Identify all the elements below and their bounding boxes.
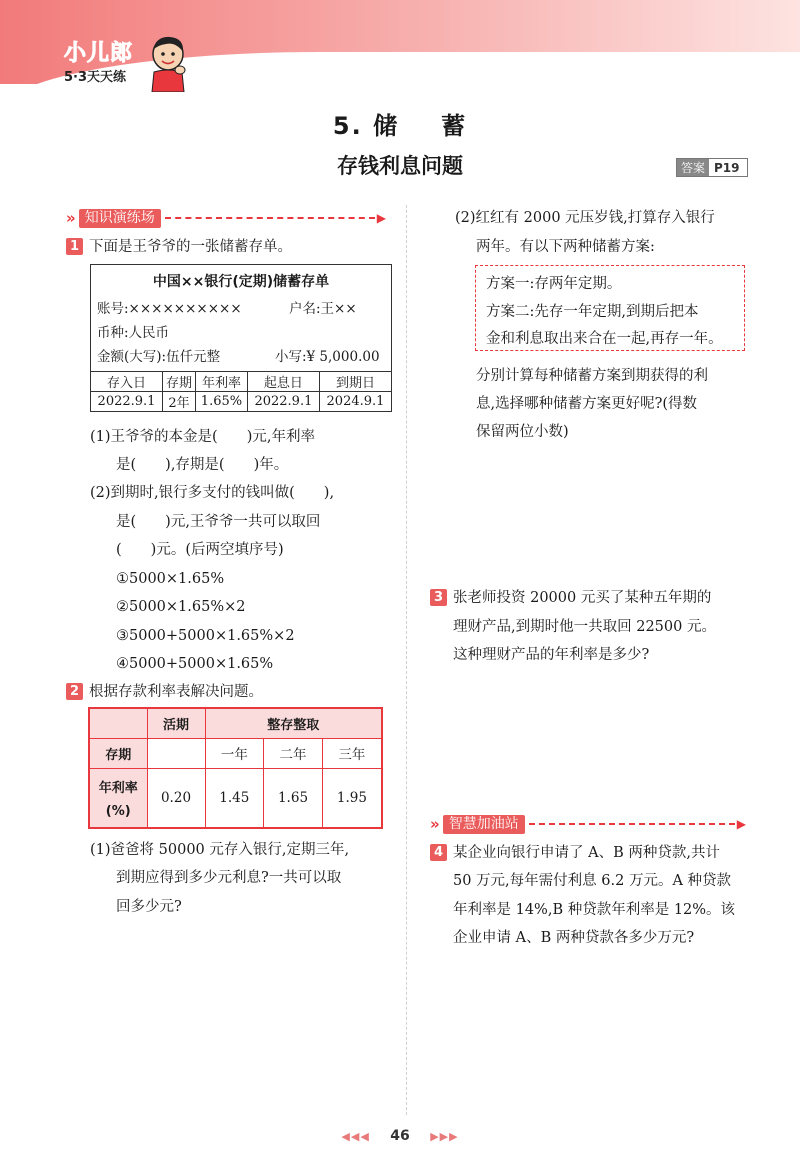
- q1-line: (2)到期时,银行多支付的钱叫做( ),: [90, 485, 335, 501]
- q2-p1-line: (1)爸爸将 50000 元存入银行,定期三年,: [90, 842, 350, 858]
- rate-value: 1.95: [322, 768, 382, 828]
- brand-sub: 5·3天天练: [64, 70, 127, 85]
- question-3-line: 理财产品,到期时他一共取回 22500 元。: [453, 619, 716, 635]
- q1-line: ( )元。(后两空填序号): [116, 542, 284, 558]
- arrow-right-icon: ▶: [376, 211, 386, 225]
- question-number: 2: [66, 683, 83, 700]
- rate-cell-empty: [89, 708, 147, 738]
- dashed-line: [165, 217, 375, 219]
- question-2-stem: 2 根据存款利率表解决问题。: [66, 682, 263, 702]
- brand-name: 小儿郎: [64, 41, 134, 66]
- brand-logo: [64, 36, 194, 96]
- slip-header-cell: 到期日: [319, 372, 391, 392]
- slip-account: 账号:××××××××××: [97, 301, 242, 317]
- plan-line: 方案二:先存一年定期,到期后把本: [486, 304, 699, 320]
- slip-amount-upper: 金额(大写):伍仟元整: [97, 349, 221, 365]
- slip-cell: 2024.9.1: [319, 392, 391, 412]
- q1-line: 是( )元,王爷爷一共可以取回: [116, 514, 321, 530]
- slip-header-cell: 年利率: [196, 372, 248, 392]
- rate-value: 0.20: [147, 768, 205, 828]
- q2-p2-after: 分别计算每种储蓄方案到期获得的利: [476, 368, 708, 384]
- section-header-practice: [66, 208, 386, 228]
- slip-header-cell: 起息日: [247, 372, 319, 392]
- savings-plan-box: [475, 265, 745, 351]
- deposit-slip: [90, 264, 392, 412]
- q2-p2-line: 两年。有以下两种储蓄方案:: [476, 239, 655, 255]
- page-number: 46: [390, 1128, 410, 1144]
- arrow-right-icon: ▶: [736, 817, 746, 831]
- slip-currency: 币种:人民币: [97, 325, 170, 341]
- rate-value: 1.65: [264, 768, 323, 828]
- page-subtitle: 存钱利息问题: [337, 154, 463, 178]
- mascot-icon: [146, 34, 190, 92]
- section-header-boost: [430, 814, 746, 834]
- q1-line: (1)王爷爷的本金是( )元,年利率: [90, 429, 315, 445]
- question-4-line: 年利率是 14%,B 种贷款年利率是 12%。该: [453, 902, 736, 918]
- rate-header-huoqi: 活期: [147, 708, 205, 738]
- question-number: 3: [430, 589, 447, 606]
- slip-cell: 2022.9.1: [91, 392, 162, 412]
- q2-p1-line: 到期应得到多少元利息?一共可以取: [116, 870, 342, 886]
- interest-rate-table: [88, 707, 383, 829]
- q1-option: ③5000+5000×1.65%×2: [116, 628, 295, 644]
- q1-option: ④5000+5000×1.65%: [116, 656, 274, 672]
- rate-value: 1.45: [205, 768, 264, 828]
- double-chevron-icon: »: [66, 209, 76, 227]
- rate-term: 二年: [264, 738, 323, 768]
- section-label: 智慧加油站: [443, 815, 525, 834]
- rate-term: 三年: [322, 738, 382, 768]
- q1-option: ②5000×1.65%×2: [116, 599, 246, 615]
- slip-table: [91, 371, 391, 412]
- question-4-line: 4 某企业向银行申请了 A、B 两种贷款,共计: [430, 843, 720, 863]
- q2-p2-after: 保留两位小数): [476, 424, 569, 440]
- q1-line: 是( ),存期是( )年。: [116, 457, 289, 473]
- plan-line: 金和利息取出来合在一起,再存一年。: [486, 331, 723, 347]
- rate-header-zhengcun: 整存整取: [205, 708, 382, 738]
- question-number: 1: [66, 238, 83, 255]
- plan-line: 方案一:存两年定期。: [486, 276, 622, 292]
- dashed-line: [529, 823, 735, 825]
- rate-term: 一年: [205, 738, 264, 768]
- question-4-line: 50 万元,每年需付利息 6.2 万元。A 种贷款: [453, 873, 732, 889]
- slip-cell: 1.65%: [196, 392, 248, 412]
- triangle-right-icon: ▶▶▶: [430, 1130, 459, 1143]
- page-title: 5. 储 蓄: [332, 112, 468, 140]
- question-4-line: 企业申请 A、B 两种贷款各多少万元?: [453, 930, 695, 946]
- slip-title: 中国××银行(定期)储蓄存单: [152, 274, 330, 290]
- double-chevron-icon: »: [430, 815, 440, 833]
- question-3-line: 这种理财产品的年利率是多少?: [453, 647, 650, 663]
- question-3-line: 3 张老师投资 20000 元买了某种五年期的: [430, 588, 711, 608]
- rate-cell-empty: [147, 738, 205, 768]
- q2-p2-after: 息,选择哪种储蓄方案更好呢?(得数: [476, 396, 698, 412]
- slip-header-cell: 存期: [162, 372, 195, 392]
- slip-amount-lower: 小写:¥ 5,000.00: [275, 349, 380, 365]
- slip-cell: 2年: [162, 392, 195, 412]
- question-1-stem: 1 下面是王爷爷的一张储蓄存单。: [66, 237, 292, 257]
- section-label: 知识演练场: [79, 209, 161, 228]
- slip-cell: 2022.9.1: [247, 392, 319, 412]
- triangle-left-icon: ◀◀◀: [341, 1130, 370, 1143]
- column-divider: [406, 205, 407, 1115]
- q2-p1-line: 回多少元?: [116, 899, 182, 915]
- question-number: 4: [430, 844, 447, 861]
- q1-option: ①5000×1.65%: [116, 571, 225, 587]
- answer-label: 答案: [677, 159, 709, 176]
- rate-header-rate: 年利率 (%): [89, 768, 147, 828]
- slip-header-cell: 存入日: [91, 372, 162, 392]
- rate-header-cunqi: 存期: [89, 738, 147, 768]
- answer-tag: [676, 158, 748, 177]
- page-footer: [0, 1128, 800, 1144]
- answer-page: P19: [714, 161, 740, 175]
- slip-name: 户名:王××: [289, 301, 357, 317]
- q2-p2-line: (2)红红有 2000 元压岁钱,打算存入银行: [455, 210, 715, 226]
